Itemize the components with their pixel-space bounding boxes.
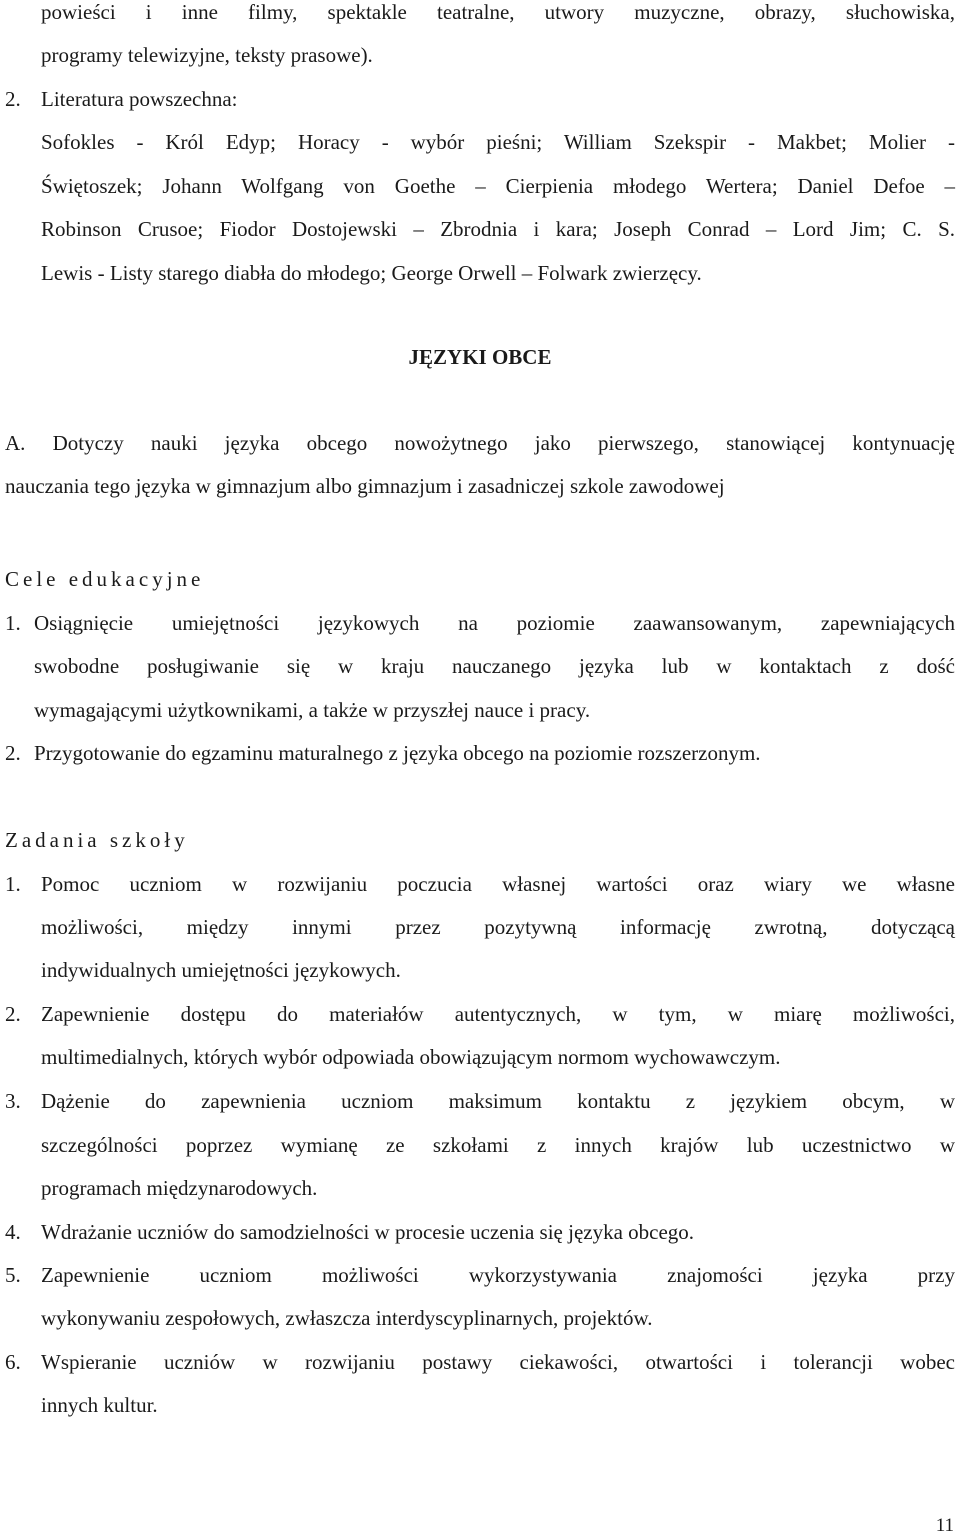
text-line: możliwości, między innymi przez pozytywną informację zwrotną, dotyczącą: [41, 915, 955, 939]
list-number: 4.: [5, 1220, 21, 1244]
list-number: 2.: [5, 87, 21, 111]
text-line: Zapewnienie uczniom możliwości wykorzystywania znajomości języka przy: [41, 1263, 955, 1287]
text-line: Robinson Crusoe; Fiodor Dostojewski – Zbrodnia i kara; Joseph Conrad – Lord Jim; C. S.: [41, 217, 955, 241]
text-line: wymagającymi użytkownikami, a także w przyszłej nauce i pracy.: [34, 698, 591, 722]
text-line: Świętoszek; Johann Wolfgang von Goethe – Cierpienia młodego Wertera; Daniel Defoe –: [41, 174, 955, 198]
text-line: multimedialnych, których wybór odpowiada obowiązującym normom wychowawczym.: [41, 1045, 781, 1069]
text-line: Osiągnięcie umiejętności językowych na poziomie zaawansowanym, zapewniających: [34, 611, 955, 635]
text-line: Wdrażanie uczniów do samodzielności w procesie uczenia się języka obcego.: [41, 1220, 695, 1244]
list-number: 1.: [5, 872, 21, 896]
list-number: 6.: [5, 1350, 21, 1374]
text-line: powieści i inne filmy, spektakle teatralne, utwory muzyczne, obrazy, słuchowiska,: [41, 0, 955, 24]
text-line: Wspieranie uczniów w rozwijaniu postawy ciekawości, otwartości i tolerancji wobec: [41, 1350, 955, 1374]
page-number: 11: [935, 1515, 954, 1536]
text-line: Przygotowanie do egzaminu maturalnego z języka obcego na poziomie rozszerzonym.: [34, 741, 761, 765]
list-number: 1.: [5, 611, 21, 635]
list-number: 3.: [5, 1089, 21, 1113]
text-line: Zapewnienie dostępu do materiałów autentycznych, w tym, w miarę możliwości,: [41, 1002, 955, 1026]
text-line: Sofokles - Król Edyp; Horacy - wybór pieśni; William Szekspir - Makbet; Molier -: [41, 130, 955, 154]
text-line: Dążenie do zapewnienia uczniom maksimum kontaktu z językiem obcym, w: [41, 1089, 955, 1113]
list-number: 2.: [5, 1002, 21, 1026]
text-line: indywidualnych umiejętności językowych.: [41, 958, 401, 982]
text-line: Lewis - Listy starego diabła do młodego; George Orwell – Folwark zwierzęcy.: [41, 261, 702, 285]
text-line: programy telewizyjne, teksty prasowe).: [41, 43, 373, 67]
text-line: Pomoc uczniom w rozwijaniu poczucia własnej wartości oraz wiary we własne: [41, 872, 955, 896]
text-line: szczególności poprzez wymianę ze szkołami z innych krajów lub uczestnictwo w: [41, 1133, 955, 1157]
goals-title: Cele edukacyjne: [5, 567, 205, 591]
text-line: wykonywaniu zespołowych, zwłaszcza interdyscyplinarnych, projektów.: [41, 1306, 653, 1330]
text-line: swobodne posługiwanie się w kraju nauczanego języka lub w kontaktach z dość: [34, 654, 955, 678]
text-line: nauczania tego języka w gimnazjum albo gimnazjum i zasadniczej szkole zawodowej: [5, 474, 725, 498]
text-line: A. Dotyczy nauki języka obcego nowożytnego jako pierwszego, stanowiącej kontynuację: [5, 431, 955, 455]
list-number: 5.: [5, 1263, 21, 1287]
list-title: Literatura powszechna:: [41, 87, 238, 111]
text-line: innych kultur.: [41, 1393, 158, 1417]
section-heading: JĘZYKI OBCE: [408, 345, 552, 369]
text-line: programach międzynarodowych.: [41, 1176, 318, 1200]
list-number: 2.: [5, 741, 21, 765]
tasks-title: Zadania szkoły: [5, 828, 189, 852]
